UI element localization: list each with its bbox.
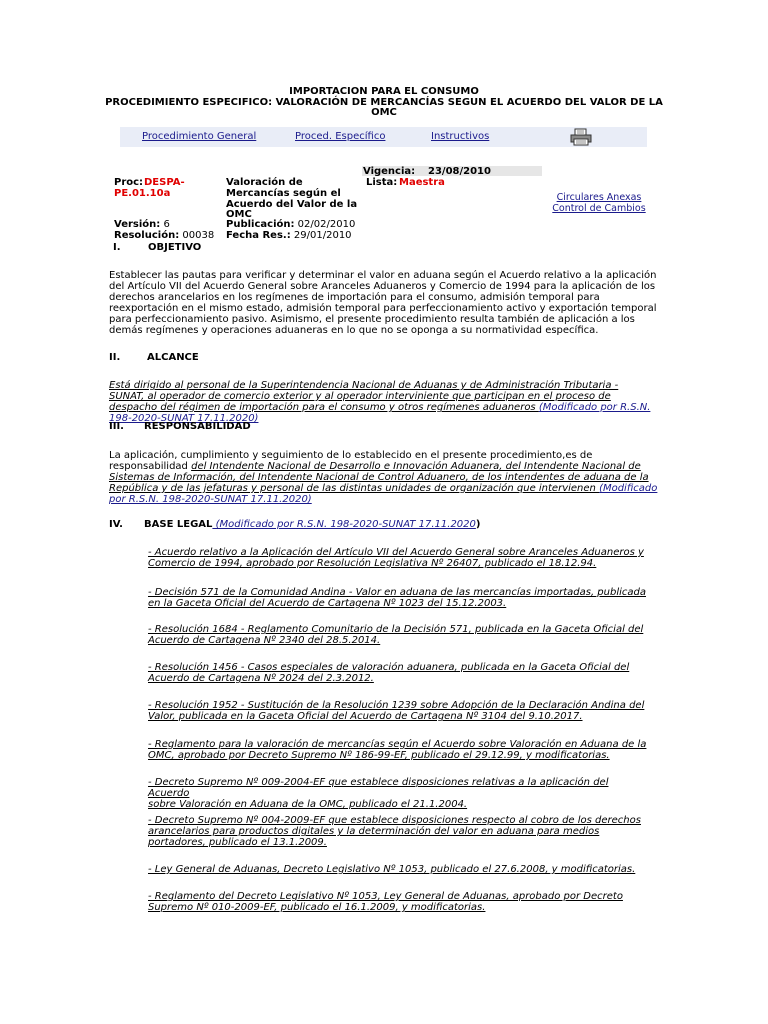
legal-item[interactable] bbox=[148, 587, 648, 609]
legal-item-line: sobre Valoración en Aduana de la OMC, publicado el 21.1.2004. bbox=[148, 799, 468, 810]
legal-item[interactable] bbox=[148, 662, 648, 684]
nav-link-procedimiento-general[interactable]: Procedimiento General bbox=[142, 131, 257, 142]
legal-item-line: en la Gaceta Oficial del Acuerdo de Cartagena Nº 1023 del 15.12.2003. bbox=[148, 598, 507, 609]
legal-item-line: Valor, publicada en la Gaceta Oficial del Acuerdo de Cartagena Nº 3104 del 9.10.2017. bbox=[148, 711, 583, 722]
page-title-line3: OMC bbox=[371, 107, 397, 118]
section-3-body bbox=[109, 450, 669, 505]
legal-item[interactable] bbox=[148, 739, 648, 761]
legal-item-line: - Resolución 1952 - Sustitución de la Resolución 1239 sobre Adopción de la Declaración Andina del bbox=[148, 700, 645, 711]
legal-item[interactable] bbox=[148, 777, 648, 810]
link-control-cambios[interactable]: Control de Cambios bbox=[552, 203, 646, 214]
publicacion-row bbox=[226, 219, 355, 230]
legal-item-line: Acuerdo de Cartagena Nº 2340 del 28.5.2014. bbox=[148, 635, 381, 646]
resolucion-label: Resolución: bbox=[114, 230, 180, 241]
section-1-line: reexportación en el mismo estado, admisión temporal para perfeccionamiento activo y exportación temporal bbox=[109, 303, 657, 314]
section-2-line: Está dirigido al personal de la Superintendencia Nacional de Aduanas y de Administración Tributaria - bbox=[109, 380, 619, 391]
modification-note-link[interactable]: (Modificado por R.S.N. 198-2020-SUNAT 17.11.2020 bbox=[212, 519, 476, 530]
page-title-line2: PROCEDIMIENTO ESPECIFICO: VALORACIÓN DE MERCANCÍAS SEGUN EL ACUERDO DEL VALOR DE LA bbox=[105, 97, 663, 108]
vigencia-label: Vigencia: bbox=[363, 166, 416, 177]
section-3-line: responsabilidad bbox=[109, 461, 192, 472]
section-2-body bbox=[109, 380, 669, 424]
legal-item[interactable] bbox=[148, 864, 648, 875]
modification-note-link[interactable]: por R.S.N. 198-2020-SUNAT 17.11.2020) bbox=[109, 494, 312, 505]
proc-label: Proc: bbox=[114, 177, 144, 188]
fechares-label: Fecha Res.: bbox=[226, 230, 291, 241]
proc-desc-1: Valoración de bbox=[226, 177, 303, 188]
lista-value: Maestra bbox=[399, 177, 445, 188]
section-1-number: I. bbox=[113, 242, 121, 253]
section-1-body bbox=[109, 270, 669, 336]
proc-desc-3: Acuerdo del Valor de la bbox=[226, 199, 358, 210]
proc-value-2: PE.01.10a bbox=[114, 188, 171, 199]
section-4-number: IV. bbox=[109, 519, 123, 530]
publicacion-label: Publicación: bbox=[226, 219, 295, 230]
section-2-line: SUNAT, al operador de comercio exterior y al operador interviniente que participan en el proceso de bbox=[109, 391, 611, 402]
legal-item-line: - Acuerdo relativo a la Aplicación del Artículo VII del Acuerdo General sobre Aranceles Aduaneros y bbox=[148, 547, 644, 558]
vigencia-value: 23/08/2010 bbox=[428, 166, 491, 177]
printer-icon[interactable] bbox=[570, 128, 592, 146]
section-1-line: del Artículo VII del Acuerdo General sobre Aranceles Aduaneros y Comercio de 1994 para la aplicación de los bbox=[109, 281, 656, 292]
nav-link-instructivos[interactable]: Instructivos bbox=[431, 131, 490, 142]
section-4-close: ) bbox=[475, 519, 481, 530]
legal-item-line: arancelarios para productos digitales y la determinación del valor en aduana para medios bbox=[148, 826, 600, 837]
section-4-title: BASE LEGAL bbox=[144, 519, 213, 530]
nav-link-proced-especifico[interactable]: Proced. Específico bbox=[295, 131, 386, 142]
legal-item-line: Comercio de 1994, aprobado por Resolución Legislativa Nº 26407, publicado el 18.12.94. bbox=[148, 558, 597, 569]
legal-item[interactable] bbox=[148, 624, 648, 646]
proc-desc-2: Mercancías según el bbox=[226, 188, 341, 199]
modification-note-link[interactable]: (Modificado por R.S.N. bbox=[538, 402, 651, 413]
resolucion-value: 00038 bbox=[182, 230, 215, 241]
version-value: 6 bbox=[163, 219, 170, 230]
section-1-line: Establecer las pautas para verificar y determinar el valor en aduana según el Acuerdo relativo a la aplicación bbox=[109, 270, 657, 281]
legal-item[interactable] bbox=[148, 891, 648, 913]
section-2-line: despacho del régimen de importación para el consumo y otros regímenes aduaneros bbox=[109, 402, 539, 413]
legal-item-line: - Reglamento para la valoración de mercancías según el Acuerdo sobre Valoración en Aduana de la bbox=[148, 739, 647, 750]
legal-item[interactable] bbox=[148, 547, 648, 569]
section-2-title: ALCANCE bbox=[147, 352, 199, 363]
proc-desc-4: OMC bbox=[226, 209, 252, 220]
legal-item-line: OMC, aprobado por Decreto Supremo Nº 186-99-EF, publicado el 29.12.99, y modificatorias. bbox=[148, 750, 610, 761]
nav-bar bbox=[120, 127, 647, 147]
legal-item-line: - Reglamento del Decreto Legislativo Nº 1053, Ley General de Aduanas, aprobado por Decreto bbox=[148, 891, 623, 902]
lista-label: Lista: bbox=[366, 177, 398, 188]
section-3-line: Sistemas de Información, del Intendente Nacional de Control Aduanero, de los intendentes de aduana de la bbox=[109, 472, 649, 483]
legal-item-line: Supremo Nº 010-2009-EF, publicado el 16.1.2009, y modificatorias. bbox=[148, 902, 486, 913]
section-1-line: derechos arancelarios en los regímenes de importación para el consumo, admisión temporal para bbox=[109, 292, 600, 303]
section-3-title: RESPONSABILIDAD bbox=[144, 421, 251, 432]
resolucion-row bbox=[114, 230, 214, 241]
fechares-value: 29/01/2010 bbox=[293, 230, 352, 241]
section-1-line: para perfeccionamiento pasivo. Asimismo, el presente procedimiento resulta también de aplicación a los bbox=[109, 314, 635, 325]
section-4-header bbox=[144, 519, 480, 530]
section-1-line: demás regímenes y operaciones aduaneras en lo que no se oponga a su normatividad específica. bbox=[109, 325, 599, 336]
modification-note-link[interactable]: 198-2020-SUNAT 17.11.2020) bbox=[109, 413, 259, 424]
legal-item-line: - Decreto Supremo Nº 004-2009-EF que establece disposiciones respecto al cobro de los derechos bbox=[148, 815, 641, 826]
side-links bbox=[548, 192, 650, 214]
version-row bbox=[114, 219, 170, 230]
section-3-line: República y de las jefaturas y personal de las distintas unidades de organización que intervienen bbox=[109, 483, 600, 494]
version-label: Versión: bbox=[114, 219, 161, 230]
link-circulares-anexas[interactable]: Circulares Anexas bbox=[556, 192, 642, 203]
legal-item-line: Acuerdo de Cartagena Nº 2024 del 2.3.2012. bbox=[148, 673, 374, 684]
proc-value-1: DESPA- bbox=[144, 177, 185, 188]
section-2-number: II. bbox=[109, 352, 121, 363]
legal-item-line: - Decreto Supremo Nº 009-2004-EF que establece disposiciones relativas a la aplicación del Acuerdo bbox=[148, 777, 609, 799]
page-title-line1: IMPORTACION PARA EL CONSUMO bbox=[289, 86, 479, 97]
fechares-row bbox=[226, 230, 352, 241]
section-3-line: La aplicación, cumplimiento y seguimiento de lo establecido en el presente procedimiento,es de bbox=[109, 450, 593, 461]
legal-item-line: - Resolución 1456 - Casos especiales de valoración aduanera, publicada en la Gaceta Oficial del bbox=[148, 662, 630, 673]
legal-item-line: - Ley General de Aduanas, Decreto Legislativo Nº 1053, publicado el 27.6.2008, y modificatorias. bbox=[148, 864, 636, 875]
section-3-line: del Intendente Nacional de Desarrollo e Innovación Aduanera, del Intendente Nacional de bbox=[191, 461, 641, 472]
legal-item-line: portadores, publicado el 13.1.2009. bbox=[148, 837, 327, 848]
legal-item-line: - Resolución 1684 - Reglamento Comunitario de la Decisión 571, publicada en la Gaceta Oficial del bbox=[148, 624, 644, 635]
modification-note-link[interactable]: (Modificado bbox=[599, 483, 658, 494]
section-1-title: OBJETIVO bbox=[148, 242, 202, 253]
legal-item[interactable] bbox=[148, 700, 648, 722]
legal-item[interactable] bbox=[148, 815, 648, 848]
legal-item-line: - Decisión 571 de la Comunidad Andina - Valor en aduana de las mercancías importadas, publicada bbox=[148, 587, 646, 598]
publicacion-value: 02/02/2010 bbox=[297, 219, 356, 230]
section-3-number: III. bbox=[109, 421, 124, 432]
